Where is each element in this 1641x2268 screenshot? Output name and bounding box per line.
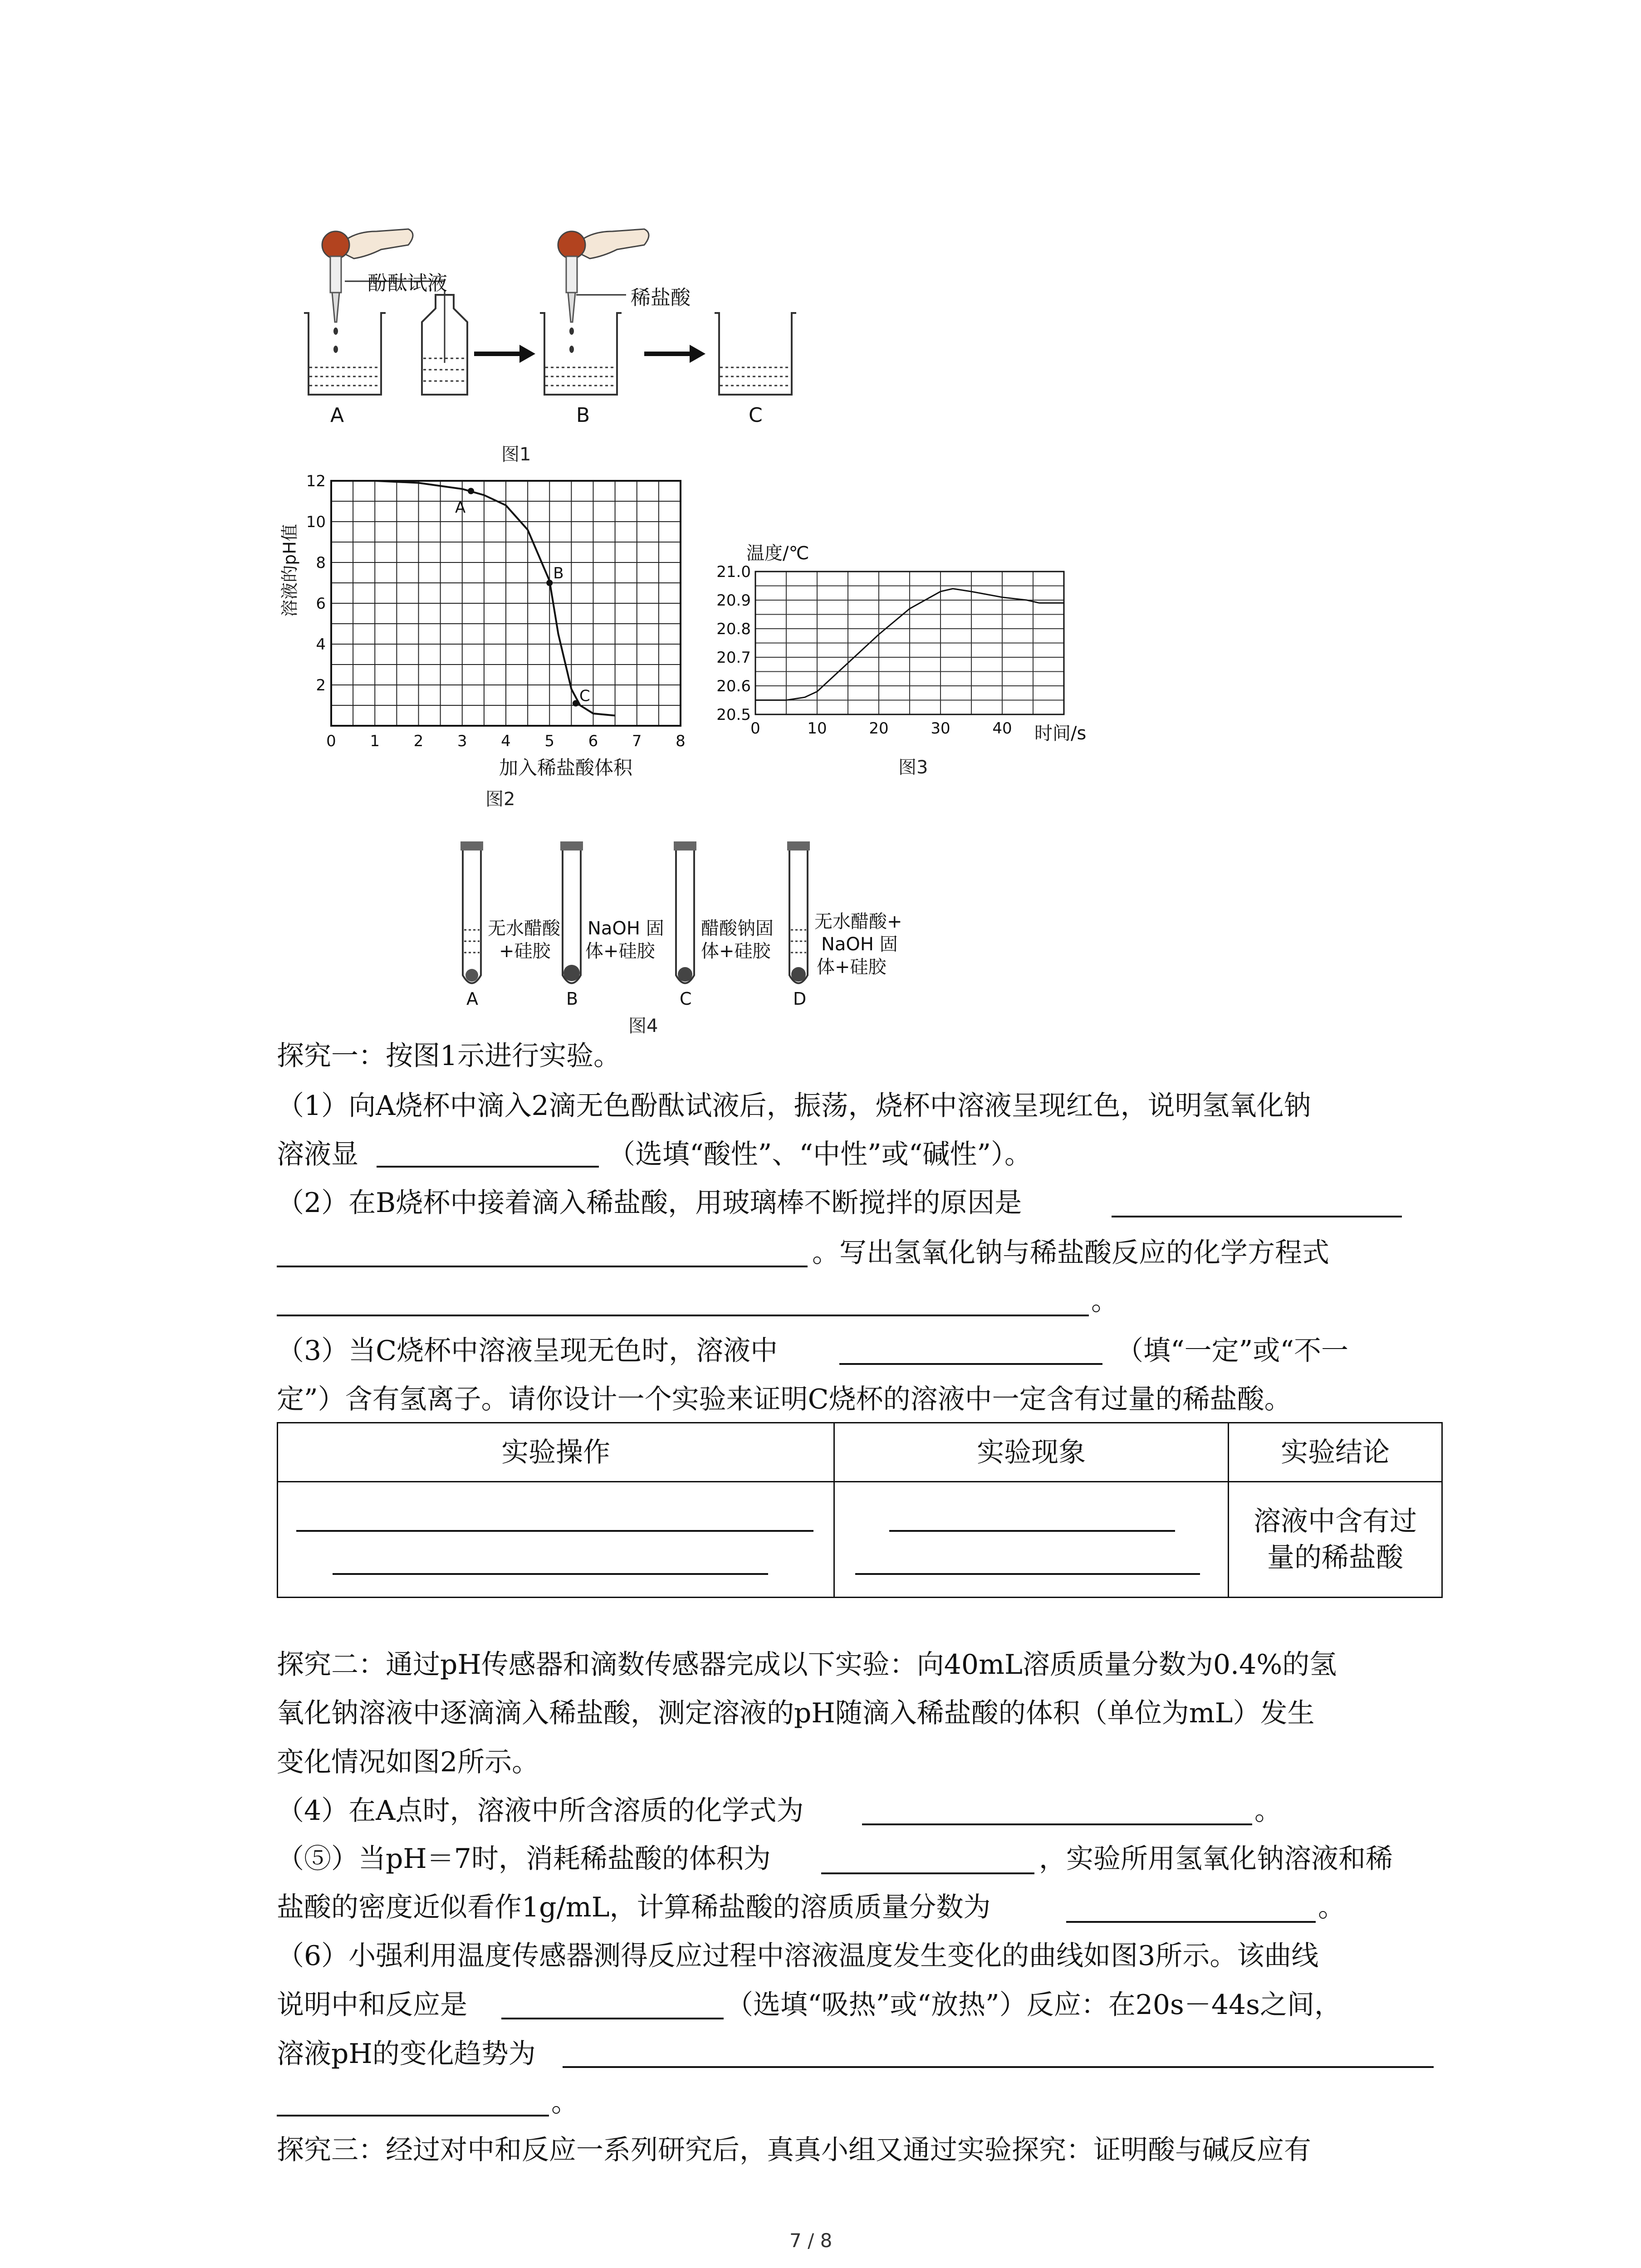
question-2-line-1: （2）在B烧杯中接着滴入稀盐酸，用玻璃棒不断搅拌的原因是 [277,1187,1022,1219]
answer-blank-6b[interactable] [563,2066,1434,2068]
answer-blank-1[interactable] [377,1166,599,1168]
test-tube-c [674,841,696,983]
question-6-line-2-prefix: 说明中和反应是 [277,1989,467,2021]
point-marker-c [573,700,579,707]
y-tick-label: 4 [316,635,326,654]
figure-3-ylabel: 温度/℃ [746,543,809,564]
table-header-phenomenon: 实验现象 [834,1423,1229,1482]
question-5-line-2-suffix: 。 [1318,1892,1345,1923]
tube-b-label-1: NaOH 固 [588,918,664,939]
arrow-1 [474,345,535,363]
y-tick-label: 6 [316,595,326,613]
tube-d-label-3: 体+硅胶 [817,957,887,978]
y-tick-label: 20.8 [716,620,751,638]
question-1-line-2-suffix: （选填“酸性”、“中性”或“碱性”）。 [608,1139,1032,1170]
figure-4-caption: 图4 [628,1016,658,1036]
tube-letter-d: D [793,989,807,1009]
test-tube-b [560,841,583,983]
section-1-title: 探究一：按图1示进行实验。 [277,1040,621,1072]
table-cell-phenomenon[interactable] [834,1482,1229,1598]
table-cell-operation[interactable] [278,1482,834,1598]
figure-2-xlabel: 加入稀盐酸体积 [499,757,633,779]
y-tick-label: 20.5 [716,706,751,724]
question-6-line-3: 溶液pH的变化趋势为 [277,2038,536,2070]
beaker-a [304,313,386,395]
figure-3-caption: 图3 [898,757,928,778]
phenomenon-blank-2[interactable] [855,1573,1200,1575]
x-tick-label: 0 [750,719,760,738]
answer-blank-2c[interactable] [277,1315,1089,1316]
figure-2-caption: 图2 [485,789,515,810]
point-label-c: C [579,687,590,705]
beaker-b [540,313,622,395]
figure-2-ylabel: 溶液的pH值 [279,524,300,617]
question-3-line-1-prefix: （3）当C烧杯中溶液呈现无色时，溶液中 [277,1335,778,1367]
beaker-label-b: B [576,404,590,427]
tube-c-label-1: 醋酸钠固 [701,918,774,939]
figure-2-chart [272,467,703,785]
question-2-line-3: 。 [1091,1285,1118,1317]
tube-a-label-1: 无水醋酸 [488,918,560,939]
question-6-line-1: （6）小强利用温度传感器测得反应过程中溶液温度发生变化的曲线如图3所示。该曲线 [277,1940,1319,1972]
answer-blank-4[interactable] [862,1823,1252,1825]
y-tick-label: 2 [316,676,326,694]
table-header-conclusion: 实验结论 [1229,1423,1442,1482]
answer-blank-6c[interactable] [277,2115,549,2116]
section-2-line-2: 氧化钠溶液中逐滴滴入稀盐酸，测定溶液的pH随滴入稀盐酸的体积（单位为mL）发生 [277,1697,1315,1729]
x-tick-label: 7 [632,732,642,750]
x-tick-label: 8 [676,732,686,750]
figure-1-drawing [272,213,817,467]
table-cell-conclusion [1229,1482,1442,1598]
answer-blank-5b[interactable] [1066,1921,1316,1923]
point-label-b: B [553,564,564,582]
ph-curve [375,481,615,716]
y-tick-label: 12 [306,472,326,490]
reagent-label-hcl: 稀盐酸 [631,286,691,309]
x-tick-label: 30 [931,719,950,738]
x-tick-label: 2 [413,732,424,750]
x-tick-label: 1 [370,732,380,750]
x-tick-label: 3 [457,732,467,750]
beaker-c [715,313,796,395]
operation-blank-2[interactable] [333,1573,768,1575]
y-tick-label: 8 [316,554,326,572]
tube-letter-a: A [466,989,478,1009]
y-tick-label: 20.7 [716,649,751,667]
answer-blank-3[interactable] [839,1363,1102,1365]
x-tick-label: 6 [588,732,598,750]
question-6-line-2-suffix: （选填“吸热”或“放热”）反应：在20s－44s之间， [726,1989,1342,2021]
figure-3-xlabel: 时间/s [1034,723,1087,744]
x-tick-label: 0 [326,732,336,750]
question-5-line-1-prefix: （⑤）当pH＝7时，消耗稀盐酸的体积为 [277,1843,771,1875]
tube-c-label-2: 体+硅胶 [701,941,771,962]
question-5-line-2-prefix: 盐酸的密度近似看作1g/mL，计算稀盐酸的溶质质量分数为 [277,1892,991,1923]
conclusion-line-2: 量的稀盐酸 [1267,1542,1404,1574]
conclusion-line-1: 溶液中含有过 [1254,1505,1417,1537]
tube-letter-c: C [680,989,692,1009]
figure-1 [272,213,817,467]
answer-blank-2a[interactable] [1112,1216,1402,1217]
point-label-a: A [455,499,466,517]
figure-4 [454,839,998,1034]
phenomenon-blank-1[interactable] [889,1530,1175,1532]
answer-blank-2b[interactable] [277,1266,808,1267]
arrow-2 [644,345,705,363]
section-3-line-1: 探究三：经过对中和反应一系列研究后，真真小组又通过实验探究：证明酸与碱反应有 [277,2134,1311,2166]
tube-a-label-2: +硅胶 [499,941,551,962]
question-4-suffix: 。 [1254,1795,1282,1827]
tube-letter-b: B [566,989,578,1009]
answer-blank-6a[interactable] [501,2018,724,2019]
beaker-label-a: A [330,404,344,427]
question-2-line-2: 。写出氢氧化钠与稀盐酸反应的化学方程式 [812,1237,1329,1269]
point-marker-b [546,580,553,586]
table-header-operation: 实验操作 [278,1423,834,1482]
test-tube-d [787,841,810,983]
operation-blank-1[interactable] [296,1530,813,1532]
x-tick-label: 5 [544,732,555,750]
question-1-line-1: （1）向A烧杯中滴入2滴无色酚酞试液后，振荡，烧杯中溶液呈现红色，说明氢氧化钠 [277,1090,1311,1122]
tube-d-label-2: NaOH 固 [821,934,898,955]
x-tick-label: 4 [501,732,511,750]
figure-3 [708,531,1116,785]
question-1-line-2-prefix: 溶液显 [277,1139,358,1170]
page-number: 7 / 8 [789,2229,833,2252]
question-3-line-2: 定”）含有氢离子。请你设计一个实验来证明C烧杯的溶液中一定含有过量的稀盐酸。 [277,1383,1292,1415]
y-tick-label: 20.6 [716,677,751,695]
section-2-line-3: 变化情况如图2所示。 [277,1746,539,1778]
x-tick-label: 20 [869,719,889,738]
question-5-line-1-suffix: ，实验所用氢氧化钠溶液和稀 [1039,1843,1393,1875]
y-tick-label: 20.9 [716,591,751,610]
question-6-line-4: 。 [551,2087,578,2118]
y-tick-label: 10 [306,513,326,531]
test-tube-a [460,841,483,983]
question-4-prefix: （4）在A点时，溶液中所含溶质的化学式为 [277,1795,804,1827]
figure-1-caption: 图1 [501,444,531,465]
question-3-line-1-suffix: （填“一定”或“不一 [1116,1335,1349,1367]
beaker-label-c: C [749,404,763,427]
y-tick-label: 21.0 [716,563,751,581]
point-marker-a [468,488,474,494]
section-2-line-1: 探究二：通过pH传感器和滴数传感器完成以下实验：向40mL溶质质量分数为0.4%的氢 [277,1649,1337,1681]
figure-2 [272,467,703,816]
x-tick-label: 10 [807,719,827,738]
reagent-label-phenolphthalein: 酚酞试液 [367,272,447,295]
tube-d-label-1: 无水醋酸+ [814,911,902,932]
x-tick-label: 40 [992,719,1012,738]
tube-b-label-2: 体+硅胶 [585,941,655,962]
answer-blank-5a[interactable] [821,1872,1034,1874]
experiment-table [277,1422,1443,1598]
